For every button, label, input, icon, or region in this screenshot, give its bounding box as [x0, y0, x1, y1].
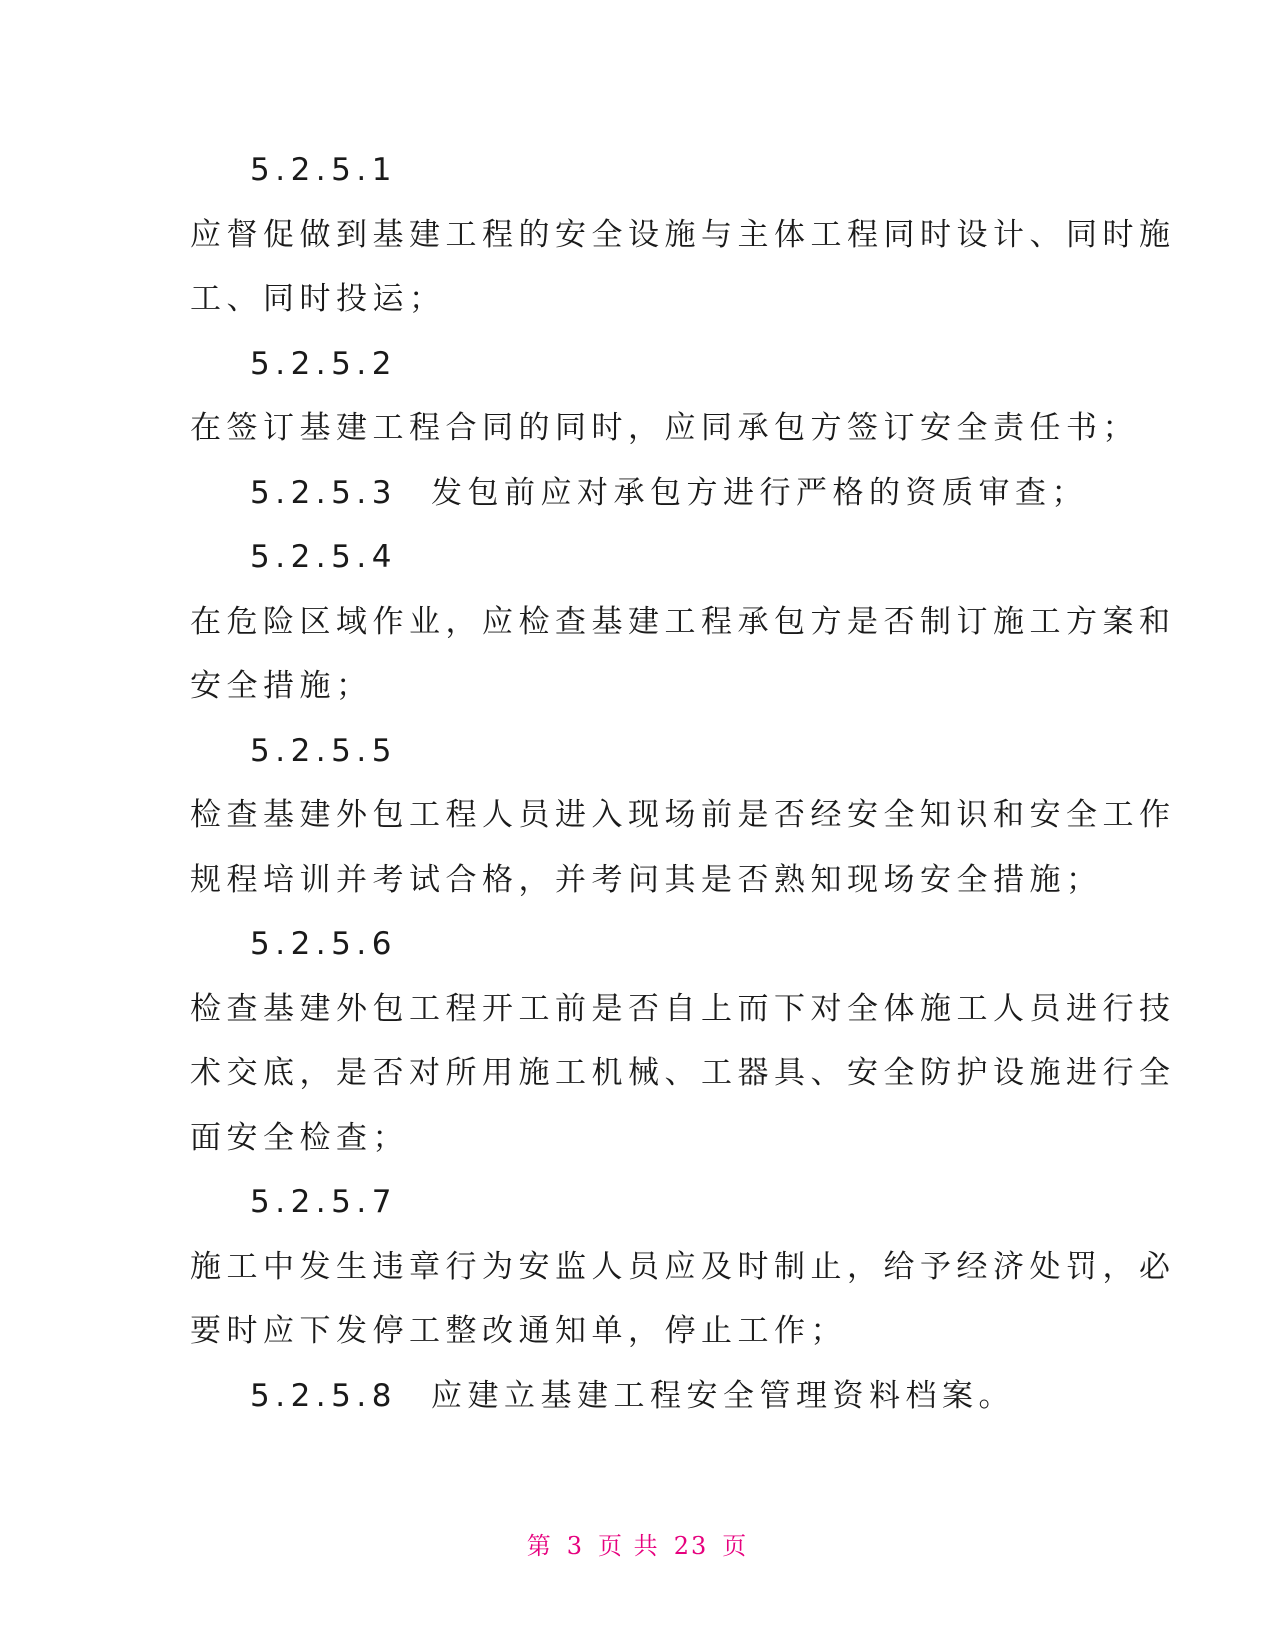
clause-text-line: 面安全检查； [190, 1119, 409, 1156]
clause-text: 发包前应对承包方进行严格的资质审查； [430, 474, 1088, 511]
clause-number: 5.2.5.3 [250, 474, 397, 511]
clause-text: 应建立基建工程安全管理资料档案。 [430, 1377, 1015, 1414]
clause-text-line: 工、同时投运； [190, 281, 446, 317]
footer-total-pages: 23 [673, 1532, 709, 1560]
clause-number: 5.2.5.6 [250, 926, 397, 962]
clause-number-line [190, 912, 1090, 977]
clause-number: 5.2.5.1 [250, 152, 397, 188]
clause-number-line [190, 1170, 1090, 1235]
clause-text-line: 检查基建外包工程开工前是否自上而下对全体施工人员进行技 [190, 990, 1176, 1027]
clause-number: 5.2.5.5 [250, 732, 397, 769]
clause-text-line: 术交底，是否对所用施工机械、工器具、安全防护设施进行全 [190, 1055, 1176, 1091]
clause-number: 5.2.5.7 [250, 1184, 397, 1220]
clause-number: 5.2.5.8 [250, 1377, 397, 1414]
clause-text-line: 在危险区域作业，应检查基建工程承包方是否制订施工方案和 [190, 603, 1176, 640]
clause-number: 5.2.5.2 [250, 345, 397, 382]
clause-text-line: 施工中发生违章行为安监人员应及时制止，给予经济处罚，必 [190, 1248, 1176, 1285]
clause-number-line [190, 719, 1090, 784]
footer-current-page: 3 [566, 1532, 585, 1560]
clause-text-line: 在签订基建工程合同的同时，应同承包方签订安全责任书； [190, 410, 1139, 446]
clause-number-line [190, 138, 1090, 203]
page-footer [0, 1526, 1275, 1561]
footer-middle: 页 共 [598, 1532, 660, 1560]
clause-number-line [190, 461, 1090, 526]
clause-number-line [190, 525, 1090, 590]
clause-text-line: 应督促做到基建工程的安全设施与主体工程同时设计、同时施 [190, 216, 1176, 253]
document-body [190, 138, 1176, 1428]
footer-suffix: 页 [722, 1532, 749, 1560]
clause-text-line: 检查基建外包工程人员进入现场前是否经安全知识和安全工作 [190, 797, 1176, 833]
clause-number-line [190, 1364, 1090, 1429]
clause-text-line: 要时应下发停工整改通知单，停止工作； [190, 1313, 847, 1349]
clause-number: 5.2.5.4 [250, 539, 397, 575]
clause-text-line: 规程培训并考试合格，并考问其是否熟知现场安全措施； [190, 861, 1103, 898]
clause-number-line [190, 332, 1090, 397]
clause-text-line: 安全措施； [190, 668, 373, 704]
footer-prefix: 第 [526, 1532, 553, 1560]
